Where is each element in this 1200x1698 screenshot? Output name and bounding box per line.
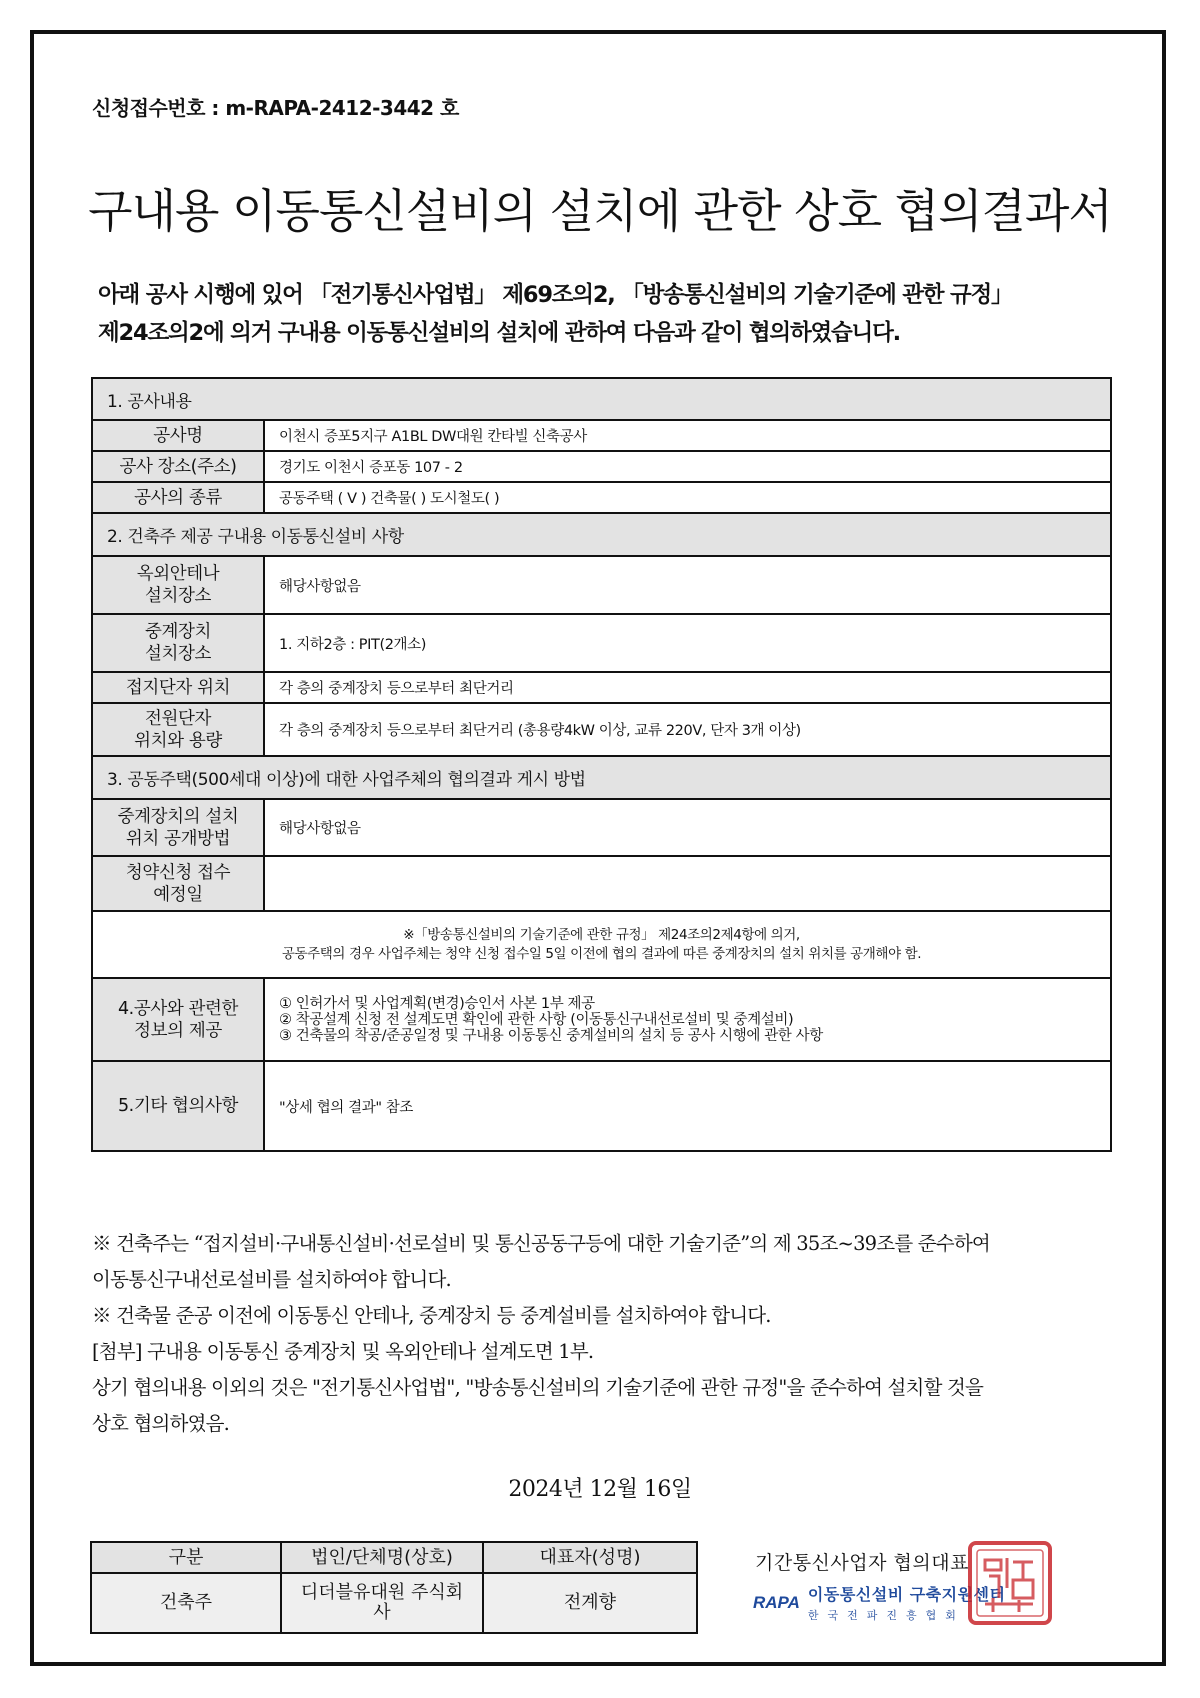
label-line: 옥외안테나: [136, 564, 220, 584]
label-line: 중계장치: [144, 622, 212, 642]
center-subtitle: 한국전파진흥협회: [807, 1609, 965, 1622]
repeater-disclosure-value: 해당사항없음: [264, 799, 1111, 856]
company-line: 사: [373, 1602, 391, 1623]
repeater-location-label: [92, 614, 264, 672]
note-line: 공동주택의 경우 사업주체는 청약 신청 접수일 5일 이전에 협의 결과에 따른 중계장치의 설치 위치를 공개해야 함.: [281, 945, 922, 962]
agreement-table: [91, 377, 1112, 1152]
other-agreements-label: 5.기타 협의사항: [92, 1061, 264, 1151]
project-address-label: 공사 장소(주소): [92, 451, 264, 482]
label-line: 예정일: [153, 884, 203, 905]
signatory-company: [281, 1573, 483, 1633]
info-provision-list: [264, 978, 1111, 1061]
subscription-date-label: [92, 856, 264, 911]
signatory-header-rep: 대표자(성명): [483, 1542, 697, 1573]
other-agreements-value: "상세 협의 결과" 참조: [264, 1061, 1111, 1151]
info-provision-label: [92, 978, 264, 1061]
footnote-line: 이동통신구내선로설비를 설치하여야 합니다.: [92, 1268, 451, 1291]
signatory-rep: 전계향: [483, 1573, 697, 1633]
document-date: 2024년 12월 16일: [508, 1477, 692, 1502]
power-terminal-value: 각 층의 중계장치 등으로부터 최단거리 (총용량4kW 이상, 교류 220V, 단자 3개 이상): [264, 703, 1111, 756]
section3-title: 3. 공동주택(500세대 이상)에 대한 사업주체의 협의결과 게시 방법: [92, 756, 1111, 799]
repeater-disclosure-label: [92, 799, 264, 856]
repeater-location-value: 1. 지하2층 : PIT(2개소): [264, 614, 1111, 672]
footnote-line: ※ 건축주는 “접지설비·구내통신설비·선로설비 및 통신공동구등에 대한 기술기준”의 제 35조~39조를 준수하여: [92, 1232, 990, 1255]
label-line: 중계장치의 설치: [117, 806, 239, 827]
project-type-value: 공동주택 ( V ) 건축물( ) 도시철도( ): [264, 482, 1111, 513]
intro-line: 제24조의2에 의거 구내용 이동통신설비의 설치에 관하여 다음과 같이 협의하였습니다.: [98, 320, 900, 346]
label-line: 설치장소: [144, 644, 212, 664]
label-line: 위치 공개방법: [125, 828, 231, 849]
label-line: 정보의 제공: [134, 1020, 222, 1041]
signatory-type: 건축주: [91, 1573, 281, 1633]
list-item: ③ 건축물의 착공/준공일정 및 구내용 이동통신 중계설비의 설치 등 공사 시행에 관한 사항: [279, 1027, 823, 1044]
section2-title: 2. 건축주 제공 구내용 이동통신설비 사항: [92, 513, 1111, 556]
project-address-value: 경기도 이천시 증포동 107 - 2: [264, 451, 1111, 482]
label-line: 전원단자: [144, 708, 212, 729]
project-type-label: 공사의 종류: [92, 482, 264, 513]
project-name-label: 공사명: [92, 420, 264, 451]
signatory-header-company: 법인/단체명(상호): [281, 1542, 483, 1573]
ground-terminal-label: 접지단자 위치: [92, 672, 264, 703]
label-line: 위치와 용량: [134, 730, 222, 751]
document-title: 구내용 이동통신설비의 설치에 관한 상호 협의결과서: [88, 184, 1112, 238]
intro-paragraph: [98, 276, 1128, 352]
section3-note: [92, 911, 1111, 978]
outdoor-antenna-label: [92, 556, 264, 614]
footnote-line: ※ 건축물 준공 이전에 이동통신 안테나, 중계장치 등 중계설비를 설치하여야 합니다.: [92, 1304, 771, 1327]
list-item: ① 인허가서 및 사업계획(변경)승인서 사본 1부 제공: [279, 995, 595, 1012]
project-name-value: 이천시 증포5지구 A1BL DW대원 칸타빌 신축공사: [264, 420, 1111, 451]
footnote-line: 상호 협의하였음.: [92, 1412, 230, 1435]
issuer-label: 기간통신사업자 협의대표: [755, 1552, 969, 1574]
outdoor-antenna-value: 해당사항없음: [264, 556, 1111, 614]
footnotes: [92, 1226, 1122, 1442]
note-line: ※「방송통신설비의 기술기준에 관한 규정」 제24조의2제4항에 의거,: [403, 926, 800, 943]
footnote-line: [첨부] 구내용 이동통신 중계장치 및 옥외안테나 설계도면 1부.: [92, 1340, 594, 1363]
center-name: 이동통신설비 구축지원센터: [807, 1585, 1006, 1604]
power-terminal-label: [92, 703, 264, 756]
rapa-logo: RAPA: [753, 1592, 800, 1612]
list-item: ② 착공설계 신청 전 설계도면 확인에 관한 사항 (이동통신구내선로설비 및 중계설비): [279, 1011, 794, 1028]
footnote-line: 상기 협의내용 이외의 것은 "전기통신사업법", "방송통신설비의 기술기준에 관한 규정"을 준수하여 설치할 것을: [92, 1376, 984, 1399]
label-line: 4.공사와 관련한: [117, 998, 239, 1019]
receipt-number: 신청접수번호 : m-RAPA-2412-3442 호: [92, 96, 459, 120]
signatory-table: [90, 1541, 698, 1634]
subscription-date-value: [264, 856, 1111, 911]
company-line: 디더블유대원 주식회: [300, 1582, 464, 1603]
signatory-header-type: 구분: [91, 1542, 281, 1573]
intro-line: 아래 공사 시행에 있어 「전기통신사업법」 제69조의2, 「방송통신설비의 기술기준에 관한 규정」: [98, 282, 1013, 308]
section1-title: 1. 공사내용: [92, 378, 1111, 420]
ground-terminal-value: 각 층의 중계장치 등으로부터 최단거리: [264, 672, 1111, 703]
official-seal-icon: [967, 1540, 1053, 1626]
label-line: 설치장소: [144, 586, 212, 606]
label-line: 청약신청 접수: [125, 862, 231, 883]
